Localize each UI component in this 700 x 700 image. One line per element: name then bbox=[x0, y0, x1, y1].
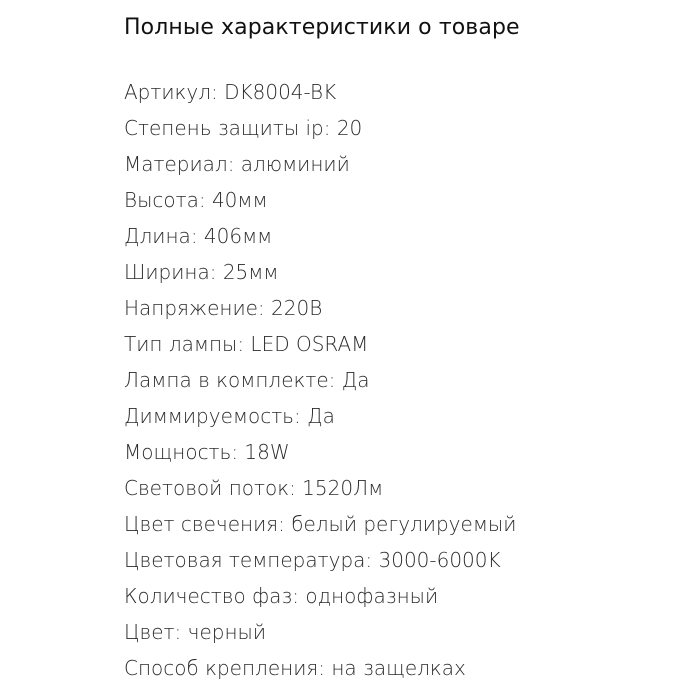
spec-item-ip-rating: Степень защиты ip: 20 bbox=[124, 116, 363, 140]
spec-item-color-temperature: Цветовая температура: 3000-6000K bbox=[124, 548, 501, 572]
spec-item-dimmable: Диммируемость: Да bbox=[124, 404, 335, 428]
spec-item-power: Мощность: 18W bbox=[124, 440, 290, 464]
spec-item-width: Ширина: 25мм bbox=[124, 260, 279, 284]
spec-item-light-color: Цвет свечения: белый регулируемый bbox=[124, 512, 517, 536]
spec-item-lamp-type: Тип лампы: LED OSRAM bbox=[124, 332, 369, 356]
spec-item-lamp-included: Лампа в комплекте: Да bbox=[124, 368, 370, 392]
spec-list bbox=[124, 78, 516, 690]
spec-item-phases: Количество фаз: однофазный bbox=[124, 584, 439, 608]
section-title: Полные характеристики о товаре bbox=[124, 15, 520, 40]
spec-item-length: Длина: 406мм bbox=[124, 224, 273, 248]
spec-item-voltage: Напряжение: 220В bbox=[124, 296, 323, 320]
spec-item-luminous-flux: Световой поток: 1520Лм bbox=[124, 476, 384, 500]
spec-item-height: Высота: 40мм bbox=[124, 188, 268, 212]
spec-item-mounting: Способ крепления: на защелках bbox=[124, 656, 466, 680]
spec-item-color: Цвет: черный bbox=[124, 620, 266, 644]
spec-item-material: Материал: алюминий bbox=[124, 152, 350, 176]
spec-item-article: Артикул: DK8004-BK bbox=[124, 80, 337, 104]
